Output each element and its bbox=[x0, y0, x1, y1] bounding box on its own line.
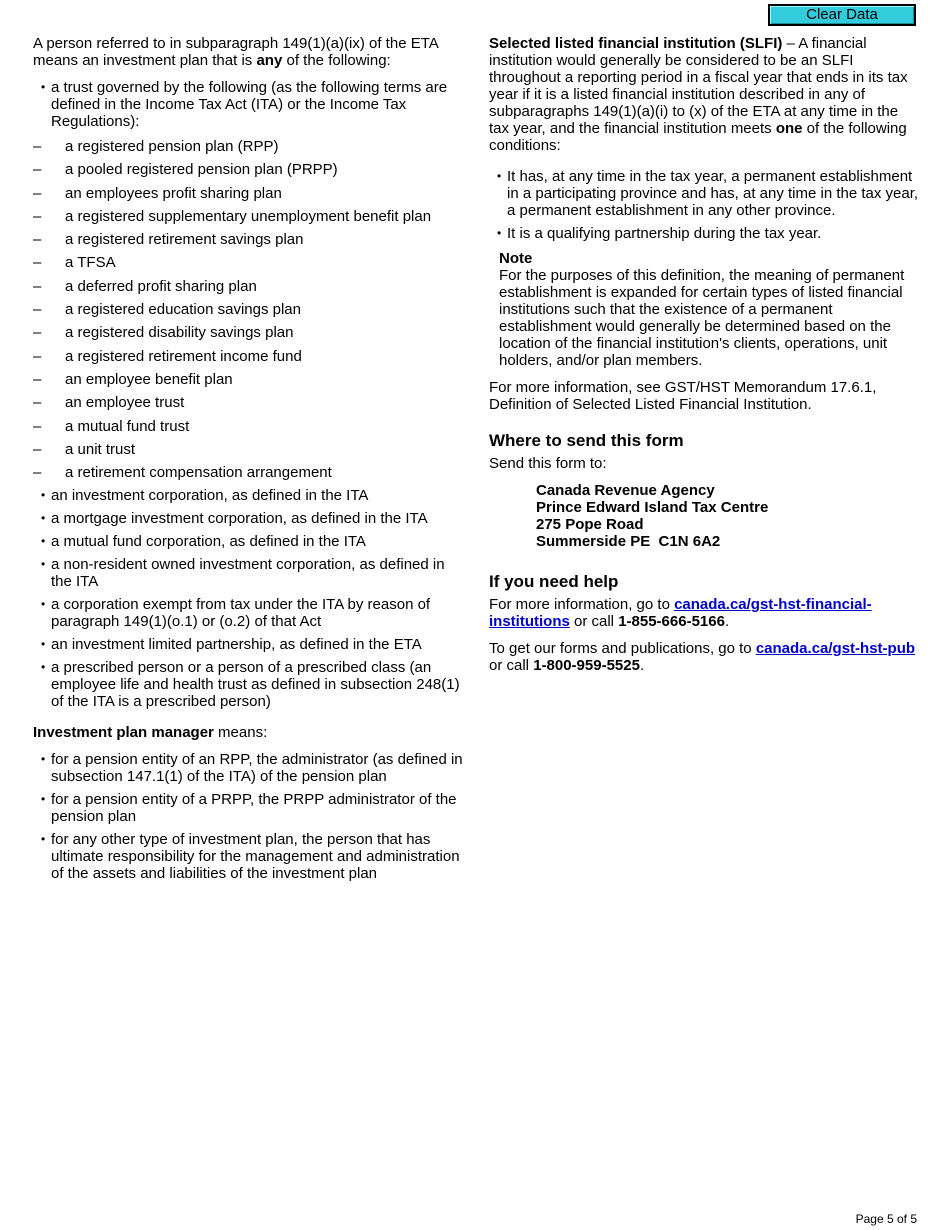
list-item: – an employee trust bbox=[33, 394, 463, 411]
note-block bbox=[499, 250, 921, 369]
list-item: – a retirement compensation arrangement bbox=[33, 464, 463, 481]
send-heading: Where to send this form bbox=[489, 431, 684, 450]
list-item: – a mutual fund trust bbox=[33, 418, 463, 435]
clear-data-button[interactable]: Clear Data bbox=[768, 4, 916, 26]
help-paragraph: For more information, go to canada.ca/gst-hst-financial-institutions or call 1-855-666-5166. bbox=[489, 596, 872, 630]
publications-link[interactable]: canada.ca/gst-hst-pub bbox=[755, 640, 916, 657]
trust-types-list bbox=[33, 138, 463, 481]
list-item: – a pooled registered pension plan (PRPP) bbox=[33, 161, 463, 178]
list-item: • a non-resident owned investment corporation, as defined in the ITA bbox=[33, 556, 463, 590]
plan-manager-list bbox=[33, 751, 463, 882]
mailing-address: Canada Revenue Agency Prince Edward Island Tax Centre 275 Pope Road Summerside PE C1N 6A2 bbox=[536, 482, 769, 550]
list-item: – an employees profit sharing plan bbox=[33, 185, 463, 202]
publications-phone: 1-800-959-5525 bbox=[533, 657, 640, 674]
list-item: • a corporation exempt from tax under the ITA by reason of paragraph 149(1)(o.1) or (o.2) of that Act bbox=[33, 596, 463, 630]
list-item: • a prescribed person or a person of a prescribed class (an employee life and health trust as defined in subsection 248(1) of the ITA is a prescribed person) bbox=[33, 659, 463, 710]
entity-types-list bbox=[33, 487, 463, 710]
list-item: – a registered education savings plan bbox=[33, 301, 463, 318]
list-item: • It is a qualifying partnership during the tax year. bbox=[489, 225, 921, 242]
more-info-paragraph: For more information, see GST/HST Memorandum 17.6.1, Definition of Selected Listed Financial Institution. bbox=[489, 379, 877, 413]
list-item: • for a pension entity of a PRPP, the PRPP administrator of the pension plan bbox=[33, 791, 463, 825]
slfi-definition: Selected listed financial institution (SLFI) – A financial institution would generally be considered to be an SLFI throughout a reporting period in a fiscal year that ends in its tax year if it is a listed financial institution described in any of subparagraphs 149(1)(a)(i) to (x) of the ETA at any time in the tax year, and the financial institution meets one of the following conditions: bbox=[489, 35, 908, 154]
conditions-list bbox=[489, 168, 921, 242]
list-item: • a mortgage investment corporation, as defined in the ITA bbox=[33, 510, 463, 527]
page-number: Page 5 of 5 bbox=[855, 1212, 917, 1226]
list-item: • It has, at any time in the tax year, a permanent establishment in a participating province and has, at any time in the tax year, a permanent establishment in any other province. bbox=[489, 168, 921, 219]
list-item: • a mutual fund corporation, as defined in the ITA bbox=[33, 533, 463, 550]
list-item: • a trust governed by the following (as the following terms are defined in the Income Tax Act (ITA) or the Income Tax Regulations): bbox=[33, 79, 463, 130]
send-text: Send this form to: bbox=[489, 455, 607, 472]
list-item: – a registered retirement income fund bbox=[33, 348, 463, 365]
financial-institutions-link[interactable]: canada.ca/gst-hst-financial-institutions bbox=[489, 596, 872, 630]
investment-plan-list bbox=[33, 79, 463, 130]
list-item: – a TFSA bbox=[33, 254, 463, 271]
list-item: • for any other type of investment plan, the person that has ultimate responsibility for the management and administration of the assets and liabilities of the investment plan bbox=[33, 831, 463, 882]
note-title: Note bbox=[499, 250, 533, 267]
note-text: For the purposes of this definition, the meaning of permanent establishment is expanded for certain types of listed financial institutions such that the existence of a permanent establishment would generally be determined based on the location of the financial institution's clients, operations, unit holders, and/or plan members. bbox=[499, 267, 905, 369]
list-item: – a registered pension plan (RPP) bbox=[33, 138, 463, 155]
list-item: • an investment limited partnership, as defined in the ETA bbox=[33, 636, 463, 653]
list-item: • for a pension entity of an RPP, the administrator (as defined in subsection 147.1(1) of the ITA) of the pension plan bbox=[33, 751, 463, 785]
list-item: – a deferred profit sharing plan bbox=[33, 278, 463, 295]
help-heading: If you need help bbox=[489, 572, 619, 591]
list-item: – an employee benefit plan bbox=[33, 371, 463, 388]
help-phone: 1-855-666-5166 bbox=[618, 613, 725, 630]
intro-paragraph: A person referred to in subparagraph 149(1)(a)(ix) of the ETA means an investment plan that is any of the following: bbox=[33, 35, 438, 69]
list-item: – a unit trust bbox=[33, 441, 463, 458]
investment-plan-manager-definition: Investment plan manager means: bbox=[33, 724, 268, 742]
list-item: – a registered disability savings plan bbox=[33, 324, 463, 341]
publications-paragraph: To get our forms and publications, go to canada.ca/gst-hst-pub or call 1-800-959-5525. bbox=[489, 640, 916, 674]
list-item: – a registered supplementary unemployment benefit plan bbox=[33, 208, 463, 225]
list-item: – a registered retirement savings plan bbox=[33, 231, 463, 248]
right-column bbox=[489, 35, 921, 674]
left-column bbox=[33, 35, 463, 888]
list-item: • an investment corporation, as defined in the ITA bbox=[33, 487, 463, 504]
